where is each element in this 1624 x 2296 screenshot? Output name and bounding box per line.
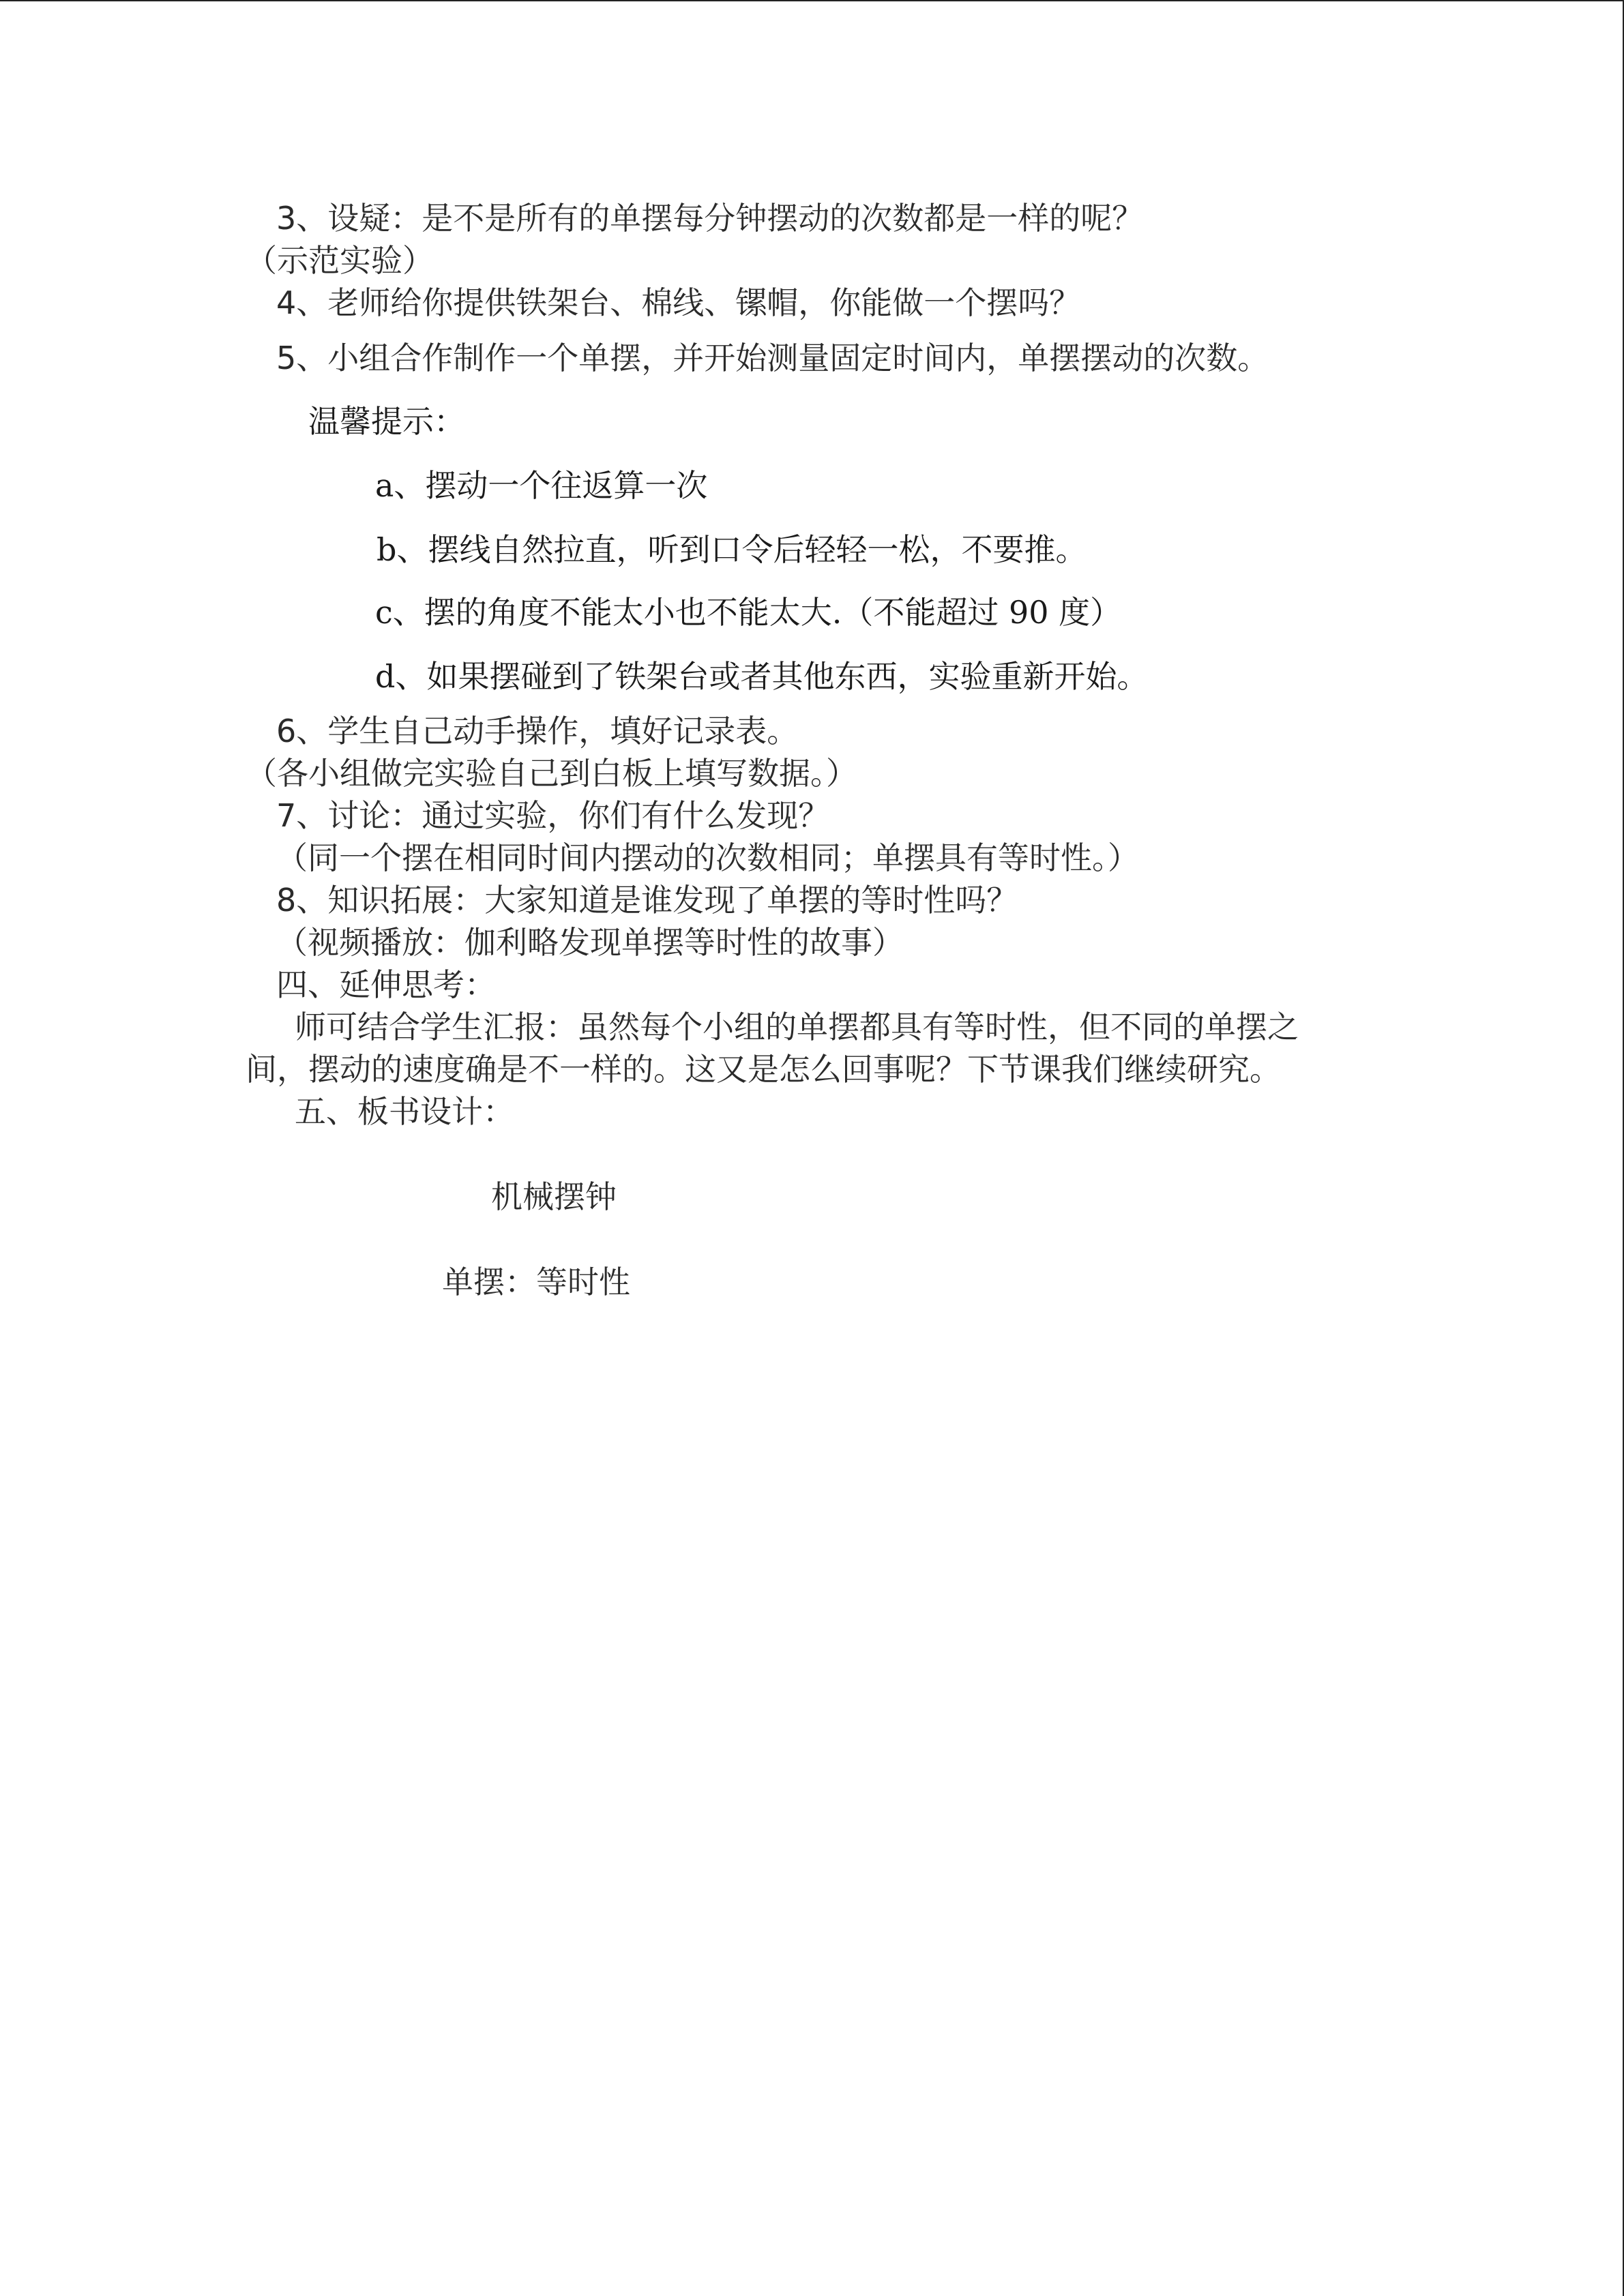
board-line: 单摆：等时性 <box>442 1264 630 1300</box>
item-8-note: （视频播放：伽利略发现单摆等时性的故事） <box>276 924 904 961</box>
item-8: 8、知识拓展：大家知道是谁发现了单摆的等时性吗？ <box>276 882 1018 919</box>
tip-a: a、摆动一个往返算一次 <box>375 467 708 504</box>
section-4-paragraph-line1: 师可结合学生汇报：虽然每个小组的单摆都具有等时性，但不同的单摆之 <box>295 1009 1299 1045</box>
item-7-note: （同一个摆在相同时间内摆动的次数相同；单摆具有等时性。） <box>276 839 1139 876</box>
tip-c: c、摆的角度不能太小也不能太大.（不能超过 90 度） <box>375 594 1122 631</box>
item-5: 5、小组合作制作一个单摆，并开始测量固定时间内，单摆摆动的次数。 <box>276 340 1269 376</box>
section-5-heading: 五、板书设计： <box>295 1093 514 1130</box>
item-4: 4、老师给你提供铁架台、棉线、镙帽，你能做一个摆吗？ <box>276 284 1081 321</box>
item-3-note: （示范实验） <box>246 242 434 279</box>
item-6-note: （各小组做完实验自己到白板上填写数据。） <box>246 755 857 792</box>
board-title: 机械摆钟 <box>491 1178 617 1215</box>
item-6: 6、学生自己动手操作，填好记录表。 <box>276 713 799 749</box>
item-3-question: 3、设疑：是不是所有的单摆每分钟摆动的次数都是一样的呢？ <box>276 200 1144 237</box>
section-4-heading: 四、延伸思考： <box>276 966 496 1003</box>
item-7: 7、讨论：通过实验，你们有什么发现？ <box>276 797 830 834</box>
tips-title: 温馨提示： <box>308 403 465 440</box>
section-4-paragraph-line2: 间，摆动的速度确是不一样的。这又是怎么回事呢？下节课我们继续研究。 <box>246 1051 1281 1088</box>
tip-b: b、摆线自然拉直，听到口令后轻轻一松，不要推。 <box>377 531 1087 568</box>
tip-d: d、如果摆碰到了铁架台或者其他东西，实验重新开始。 <box>375 658 1149 695</box>
